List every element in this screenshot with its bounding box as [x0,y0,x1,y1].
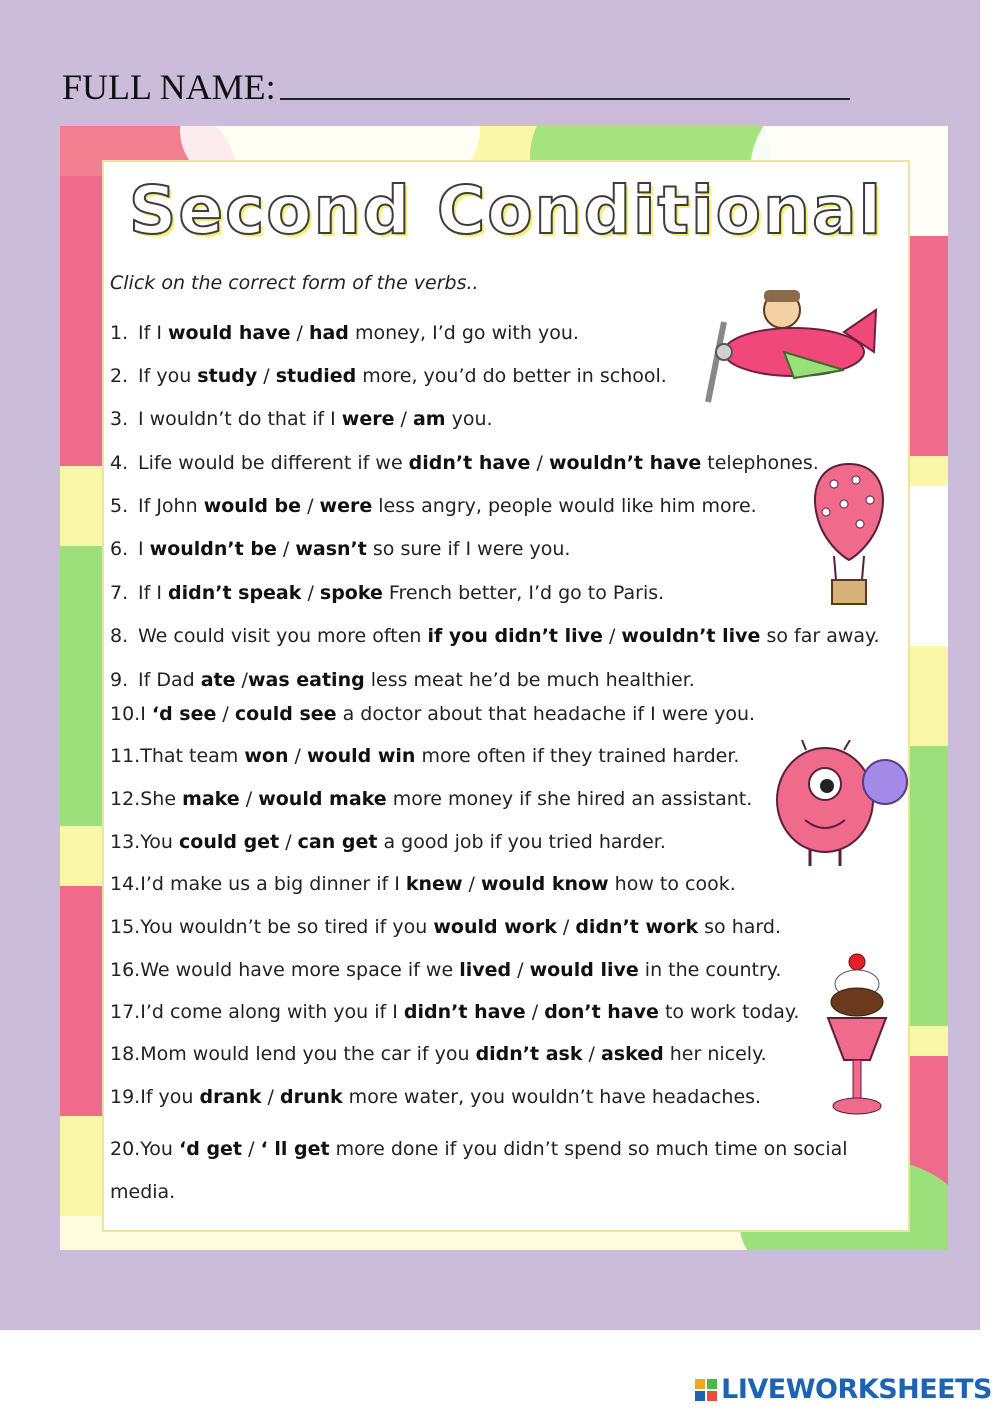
full-name-label: FULL NAME: [62,67,276,107]
question-number: 1. [110,322,129,344]
question-number: 13. [110,831,141,853]
question-text: I’d make us a big dinner if I [140,873,406,895]
question-text: You wouldn’t be so tired if you [140,916,434,938]
question-text: how to cook. [608,873,736,895]
option-a[interactable]: would have [167,322,291,344]
airplane-illustration [694,282,884,412]
question-19 [110,1086,870,1108]
question-14 [110,873,870,895]
option-a[interactable]: ate [200,669,236,691]
question-text: Life would be different if we [138,452,409,474]
option-b[interactable]: can get [297,831,378,853]
decor-band [60,886,110,1116]
question-text: less angry, people would like him more. [372,495,757,517]
question-text: in the country. [638,959,782,981]
question-text: more money if she hired an assistant. [386,788,753,810]
option-separator: / [462,873,481,895]
option-separator: / [525,1001,545,1023]
worksheet-title: Second Conditional [128,172,884,249]
option-a[interactable]: didn’t have [403,1001,526,1023]
option-b[interactable]: would live [529,959,639,981]
question-text: I wouldn’t do that if I [138,408,342,430]
option-b[interactable]: had [308,322,349,344]
option-b[interactable]: asked [600,1043,664,1065]
full-name-blank-line[interactable] [280,68,850,100]
option-separator: / [279,831,298,853]
option-separator: / [602,625,622,647]
option-a[interactable]: lived [459,959,512,981]
option-a[interactable]: didn’t have [408,452,531,474]
option-separator: / [394,408,413,430]
option-b[interactable]: ‘ ll get [260,1138,330,1160]
option-a[interactable]: wouldn’t be [149,538,277,560]
option-b[interactable]: wouldn’t have [548,452,702,474]
question-text: a doctor about that headache if I were you. [336,703,756,725]
option-b[interactable]: studied [275,365,357,387]
question-number: 11. [110,745,141,767]
monster-illustration [770,740,910,870]
option-separator: / [239,788,259,810]
option-b[interactable]: wasn’t [295,538,367,560]
hot-air-balloon-illustration [804,460,894,610]
option-b[interactable]: would know [480,873,609,895]
question-number: 9. [110,669,129,691]
question-number: 15. [110,916,141,938]
question-number: 2. [110,365,129,387]
question-text: a good job if you tried harder. [377,831,666,853]
option-b[interactable]: was eating [247,669,365,691]
option-b[interactable]: could see [234,703,337,725]
question-text: I’d come along with you if I [140,1001,404,1023]
question-text: I [138,538,150,560]
option-a[interactable]: if you didn’t live [427,625,603,647]
option-a[interactable]: would work [433,916,557,938]
question-7 [110,582,870,604]
option-b[interactable]: didn’t work [575,916,699,938]
question-11 [110,745,870,767]
question-number: 3. [110,408,129,430]
question-10 [110,703,870,725]
question-text: French better, I’d go to Paris. [382,582,665,604]
option-separator: / [257,365,276,387]
question-text: more water, you wouldn’t have headaches. [342,1086,762,1108]
option-a[interactable]: ‘d see [151,703,217,725]
question-8 [110,625,880,647]
option-a[interactable]: ‘d get [179,1138,243,1160]
option-a[interactable]: knew [405,873,463,895]
question-number: 17. [110,1001,141,1023]
option-separator: / [301,582,320,604]
question-text: You [140,1138,180,1160]
question-number: 12. [110,788,141,810]
question-text: less meat he’d be much healthier. [364,669,695,691]
question-text: I [140,703,152,725]
question-text: more, you’d do better in school. [356,365,667,387]
question-number: 7. [110,582,129,604]
logo-icon [695,1379,717,1401]
question-text: We would have more space if we [140,959,460,981]
question-number: 16. [110,959,141,981]
option-separator: / [216,703,235,725]
option-separator: / [290,322,309,344]
ice-cream-sundae-illustration [822,950,892,1120]
question-text: If you [138,365,198,387]
option-separator: / [276,538,296,560]
question-17 [110,1001,870,1023]
question-number: 14. [110,873,141,895]
question-5 [110,495,870,517]
logo-text: LIVEWORKSHEETS [721,1374,992,1405]
instruction-text: Click on the correct form of the verbs.. [110,272,479,294]
question-text: You [140,831,180,853]
question-12 [110,788,870,810]
option-a[interactable]: study [197,365,258,387]
question-text: If I [138,582,168,604]
question-text: She [140,788,183,810]
question-number: 19. [110,1086,141,1108]
question-text: Mom would lend you the car if you [140,1043,476,1065]
question-text: If John [138,495,204,517]
question-15 [110,916,870,938]
question-text: so far away. [760,625,880,647]
option-a[interactable]: didn’t speak [167,582,302,604]
question-text: more done if you didn’t spend so much time on social media. [110,1138,848,1203]
option-separator: / [261,1086,280,1108]
question-text: her nicely. [663,1043,767,1065]
option-separator: / [582,1043,601,1065]
question-text: If I [138,322,168,344]
option-separator: / [288,745,307,767]
question-text: money, I’d go with you. [348,322,579,344]
question-text: If you [140,1086,200,1108]
option-separator: / [511,959,530,981]
option-b[interactable]: am [412,408,446,430]
option-a[interactable]: didn’t ask [475,1043,583,1065]
question-number: 8. [110,625,129,647]
question-text: We could visit you more often [138,625,428,647]
question-9 [110,669,870,691]
option-b[interactable]: would win [306,745,416,767]
question-4 [110,452,870,474]
question-18 [110,1043,870,1065]
option-separator: / [235,669,248,691]
option-b[interactable]: would make [258,788,387,810]
question-text: telephones. [701,452,819,474]
option-a[interactable]: could get [179,831,280,853]
question-13 [110,831,870,853]
question-number: 5. [110,495,129,517]
option-a[interactable]: were [341,408,395,430]
question-text: so sure if I were you. [366,538,571,560]
option-separator: / [242,1138,261,1160]
option-b[interactable]: spoke [319,582,383,604]
option-a[interactable]: drank [199,1086,262,1108]
question-20 [110,1128,850,1214]
question-number: 4. [110,452,129,474]
option-a[interactable]: make [182,788,240,810]
question-text: If Dad [138,669,201,691]
option-separator: / [556,916,576,938]
option-a[interactable]: won [244,745,289,767]
question-number: 18. [110,1043,141,1065]
question-text: so hard. [698,916,781,938]
question-16 [110,959,870,981]
decor-band [60,546,110,826]
question-6 [110,538,870,560]
option-separator: / [530,452,549,474]
option-separator: / [301,495,320,517]
option-b[interactable]: drunk [279,1086,343,1108]
option-b[interactable]: were [319,495,373,517]
option-b[interactable]: don’t have [544,1001,659,1023]
option-a[interactable]: would be [203,495,302,517]
option-b[interactable]: wouldn’t live [621,625,761,647]
question-text: That team [140,745,245,767]
question-number: 6. [110,538,129,560]
question-text: to work today. [658,1001,800,1023]
question-text: you. [445,408,493,430]
full-name-field [62,58,850,108]
question-number: 10. [110,703,141,725]
question-text: more often if they trained harder. [415,745,740,767]
liveworksheets-logo[interactable] [695,1374,992,1405]
question-number: 20. [110,1138,141,1160]
